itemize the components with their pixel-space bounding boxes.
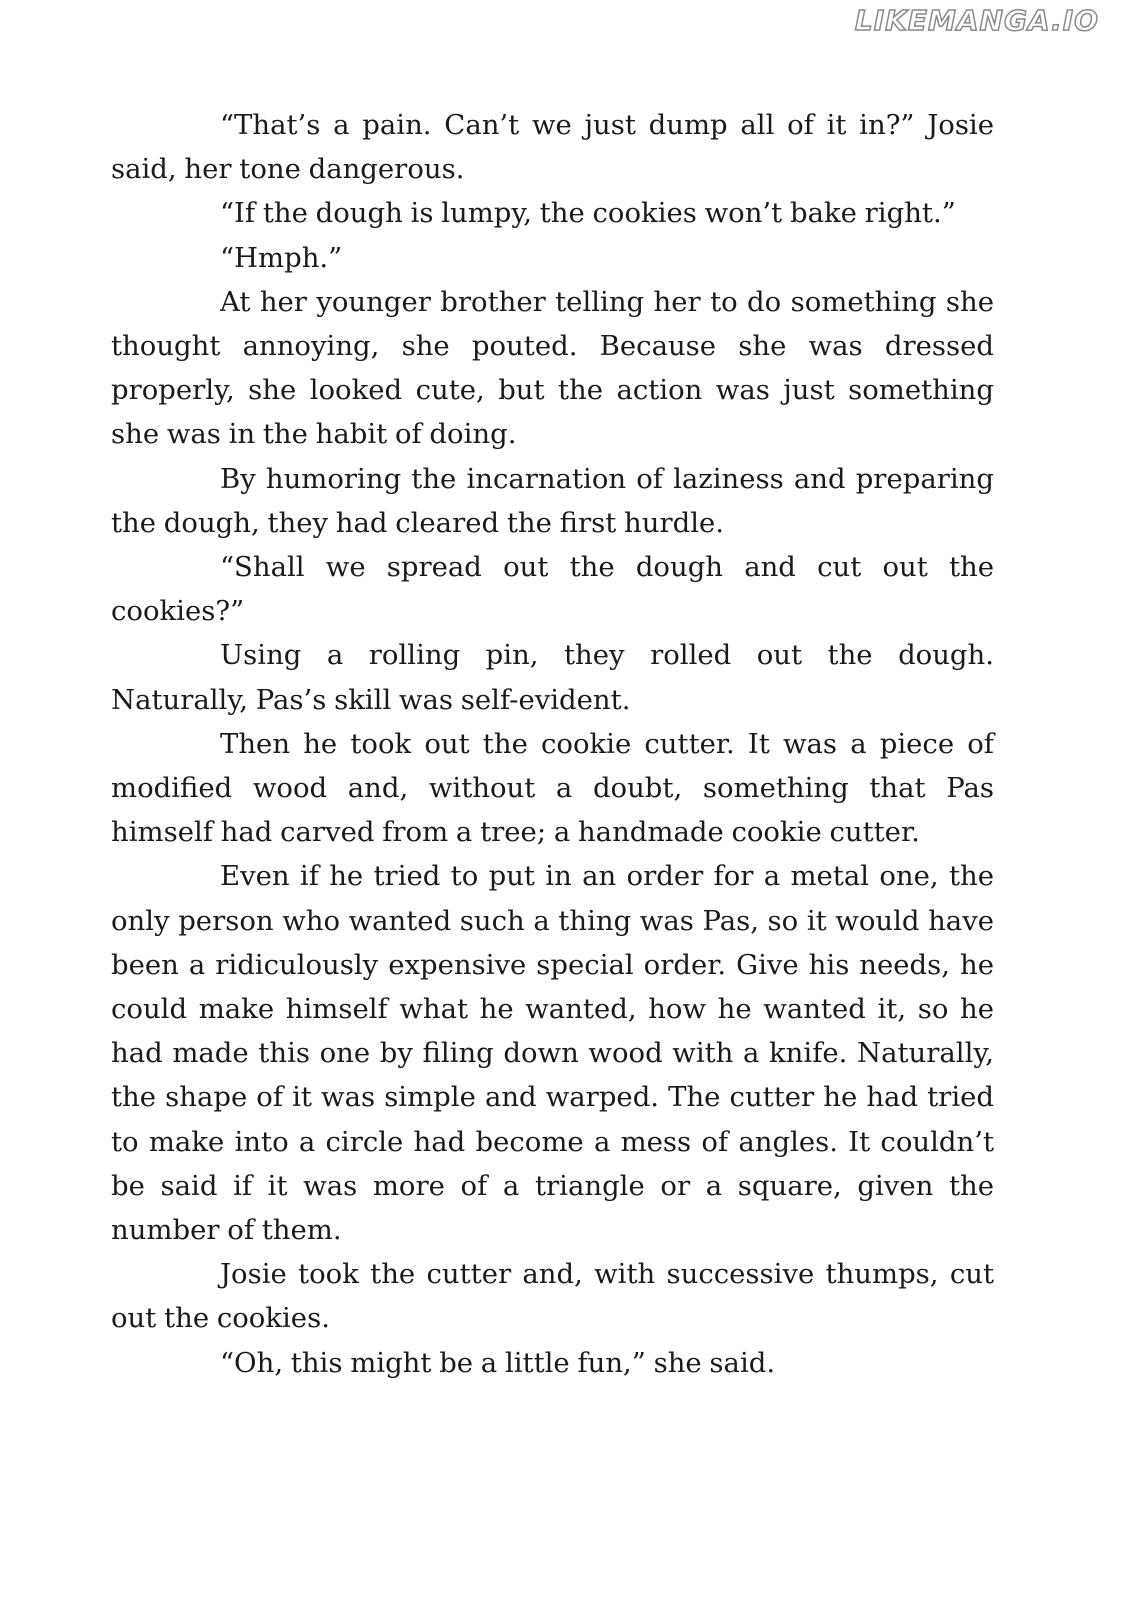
paragraph: “Shall we spread out the dough and cut out the cookies?” (111, 551, 994, 628)
paragraph: Even if he tried to put in an order for a metal one, the only person who wanted such a thing was Pas, so it would have been a ridiculously expensive special order. Give his needs, he could make himself what he wanted, how he wanted it, so he had made this one by filing down wood with a knife. Naturally, the shape of it was simple and warped. The cutter he had tried to make into a circle had become a mess of angles. It couldn’t be said if it was more of a triangle or a square, given the number of them. (111, 860, 994, 1247)
paragraph: Josie took the cutter and, with successive thumps, cut out the cookies. (111, 1258, 994, 1335)
paragraph: Using a rolling pin, they rolled out the dough. Naturally, Pas’s skill was self-evident. (111, 639, 994, 716)
paragraph: Then he took out the cookie cutter. It was a piece of modified wood and, without a doubt, something that Pas himself had carved from a tree; a handmade cookie cutter. (111, 727, 994, 849)
paragraph: “Hmph.” (220, 241, 343, 274)
paragraph: “If the dough is lumpy, the cookies won’t bake right.” (220, 197, 956, 230)
site-watermark: LIKEMANGA.IO (854, 4, 1099, 37)
page-text (111, 103, 994, 1385)
paragraph: “Oh, this might be a little fun,” she said. (220, 1346, 776, 1379)
paragraph: “That’s a pain. Can’t we just dump all of it in?” Josie said, her tone dangerous. (111, 109, 994, 186)
paragraph: At her younger brother telling her to do something she thought annoying, she pouted. Because she was dressed properly, she looked cute, but the action was just something she was in the habit of doing. (111, 285, 994, 451)
paragraph: By humoring the incarnation of laziness and preparing the dough, they had cleared the first hurdle. (111, 462, 994, 539)
